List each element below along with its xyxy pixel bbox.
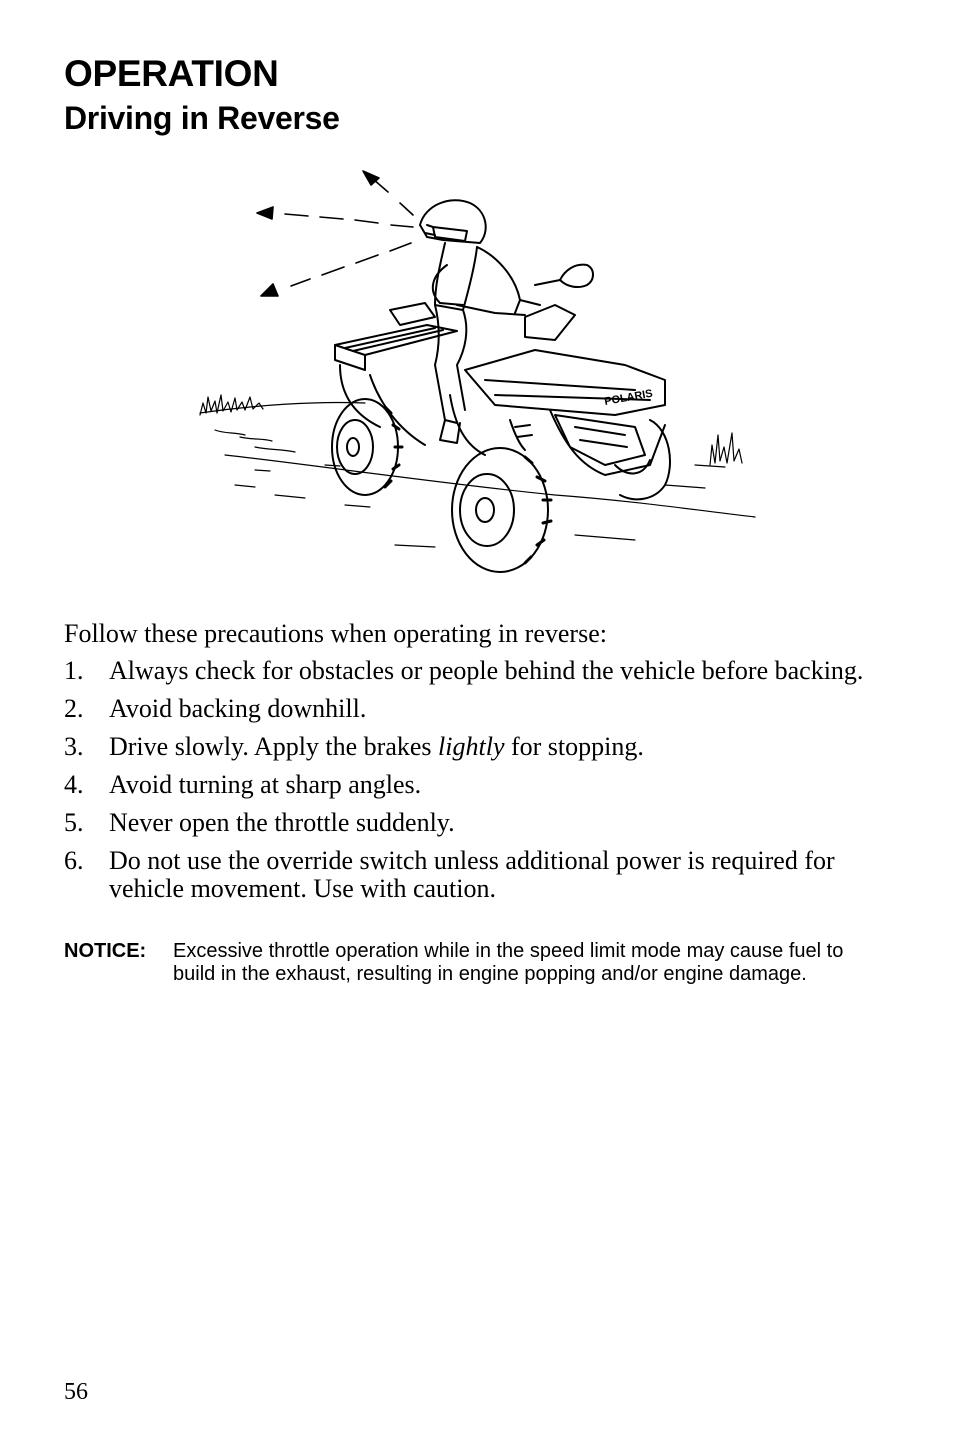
step-number: 3. xyxy=(64,732,84,761)
step-number: 1. xyxy=(64,656,84,685)
precautions-list xyxy=(64,657,884,913)
intro-paragraph: Follow these precautions when operating in reverse: xyxy=(64,619,607,648)
list-item xyxy=(64,847,884,903)
atv-reverse-illustration xyxy=(195,165,760,585)
step-number: 2. xyxy=(64,694,84,723)
notice-block xyxy=(64,940,874,986)
notice-label: NOTICE: xyxy=(64,940,147,962)
sight-arrows xyxy=(257,171,413,296)
step-text: Always check for obstacles or people behind the vehicle before backing. xyxy=(109,656,864,685)
page-number: 56 xyxy=(64,1379,88,1405)
emphasized-word: lightly xyxy=(438,732,505,761)
step-text: Avoid turning at sharp angles. xyxy=(109,770,422,799)
step-text: Avoid backing downhill. xyxy=(109,694,367,723)
list-item xyxy=(64,695,884,723)
atv-brand-label: POLARIS xyxy=(603,387,654,408)
ground-terrain xyxy=(200,395,755,547)
list-item xyxy=(64,733,884,761)
notice-text: Excessive throttle operation while in the speed limit mode may cause fuel to build in the exhaust, resulting in engine popping and/or engine damage. xyxy=(173,940,844,985)
step-number: 4. xyxy=(64,770,84,799)
list-item xyxy=(64,657,884,685)
step-text xyxy=(109,733,884,761)
step-text-after: for stopping. xyxy=(504,732,644,761)
step-number: 5. xyxy=(64,808,84,837)
step-number: 6. xyxy=(64,846,84,875)
step-text: Do not use the override switch unless additional power is required for vehicle movement. Use with caution. xyxy=(109,846,835,903)
list-item xyxy=(64,809,884,837)
section-title: OPERATION xyxy=(64,53,279,94)
list-item xyxy=(64,771,884,799)
atv-body xyxy=(335,303,665,475)
page-title: Driving in Reverse xyxy=(64,100,340,136)
step-text: Never open the throttle suddenly. xyxy=(109,808,455,837)
step-text-before: Drive slowly. Apply the brakes xyxy=(109,732,439,761)
